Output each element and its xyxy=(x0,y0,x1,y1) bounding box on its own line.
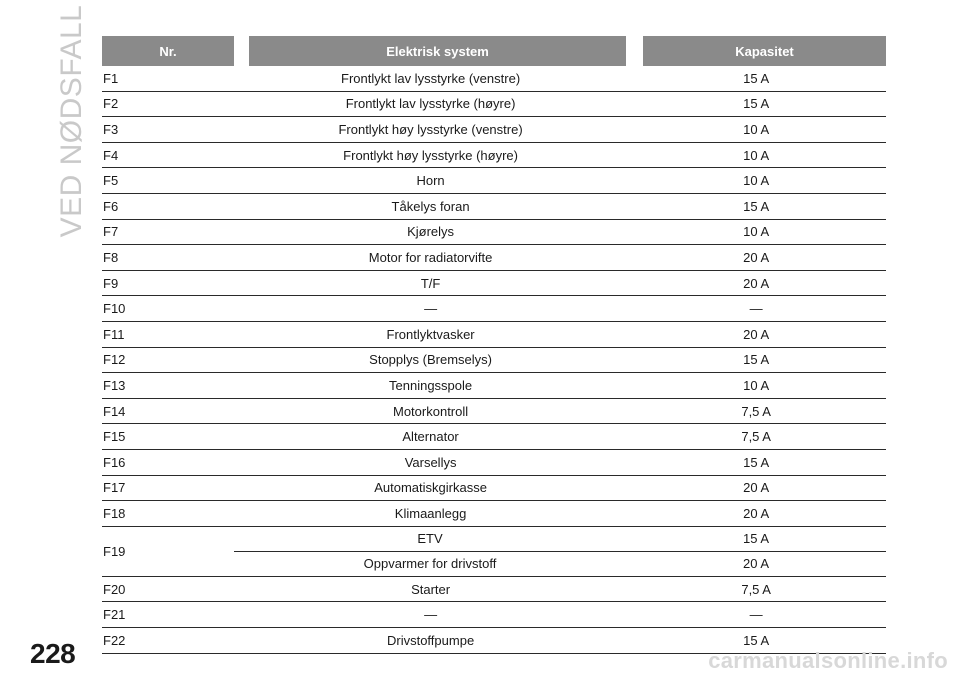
table-row xyxy=(102,92,886,118)
fuse-number: F16 xyxy=(103,454,126,470)
electrical-system: — xyxy=(424,607,438,623)
electrical-system: Frontlyktvasker xyxy=(386,326,475,342)
table-row xyxy=(102,220,886,246)
electrical-system: Horn xyxy=(416,173,445,189)
table-row xyxy=(102,143,886,169)
fuse-number: F11 xyxy=(103,326,125,342)
table-row xyxy=(102,577,886,603)
electrical-system: Tåkelys foran xyxy=(391,198,470,214)
fuse-number: F15 xyxy=(103,429,126,445)
fuse-number: F21 xyxy=(103,607,126,623)
section-title-text: VED NØDSFALL xyxy=(55,4,88,238)
header-nr: Nr. xyxy=(102,36,234,66)
fuse-number: F9 xyxy=(103,275,119,291)
capacity: 15 A xyxy=(743,632,770,648)
fuse-number: F17 xyxy=(103,480,126,496)
capacity: 10 A xyxy=(743,121,770,137)
table-row xyxy=(102,476,886,502)
fuse-number: F12 xyxy=(103,352,126,368)
electrical-system: — xyxy=(424,301,438,317)
electrical-system: Klimaanlegg xyxy=(394,505,467,521)
table-row xyxy=(102,168,886,194)
capacity: 15 A xyxy=(743,352,770,368)
header-capacity: Kapasitet xyxy=(643,36,886,66)
electrical-system: Motorkontroll xyxy=(393,403,469,419)
table-row xyxy=(102,322,886,348)
capacity: 15 A xyxy=(743,454,770,470)
electrical-system: Oppvarmer for drivstoff xyxy=(363,556,497,572)
fuse-number: F18 xyxy=(103,505,126,521)
capacity: 20 A xyxy=(743,326,770,342)
electrical-system: Varsellys xyxy=(404,454,457,470)
table-row xyxy=(102,296,886,322)
fuse-number: F5 xyxy=(103,173,119,189)
table-row xyxy=(102,348,886,374)
electrical-system: ETV xyxy=(417,531,443,547)
electrical-system: Kjørelys xyxy=(407,224,455,240)
fuse-number: F22 xyxy=(103,632,126,648)
fuse-number: F10 xyxy=(103,301,126,317)
fuse-sub-entries xyxy=(234,527,886,576)
fuse-number: F4 xyxy=(103,147,119,163)
fuse-number: F2 xyxy=(103,96,119,112)
table-row xyxy=(102,399,886,425)
electrical-system: Starter xyxy=(411,581,451,597)
capacity: 20 A xyxy=(743,505,770,521)
table-row xyxy=(102,501,886,527)
electrical-system: Automatiskgirkasse xyxy=(374,480,487,496)
fuse-number: F3 xyxy=(103,121,119,137)
capacity: — xyxy=(749,607,763,623)
sub-entry xyxy=(234,552,886,576)
fuse-number: F19 xyxy=(103,543,126,559)
fuse-table xyxy=(102,36,886,654)
table-row xyxy=(102,117,886,143)
capacity: 15 A xyxy=(743,198,770,214)
table-row xyxy=(102,373,886,399)
table-row xyxy=(102,245,886,271)
capacity: 10 A xyxy=(743,224,770,240)
capacity: 20 A xyxy=(743,480,770,496)
fuse-number: F8 xyxy=(103,249,119,265)
fuse-number: F1 xyxy=(103,70,119,86)
capacity: 15 A xyxy=(743,70,770,86)
electrical-system: Frontlykt lav lysstyrke (venstre) xyxy=(341,70,521,86)
table-row xyxy=(102,66,886,92)
fuse-number: F6 xyxy=(103,198,119,214)
header-electrical-system: Elektrisk system xyxy=(249,36,626,66)
table-body xyxy=(102,66,886,654)
electrical-system: Alternator xyxy=(402,429,459,445)
table-header xyxy=(102,36,886,66)
sub-entry xyxy=(234,527,886,552)
watermark: carmanualsonline.info xyxy=(708,648,948,673)
capacity: 10 A xyxy=(743,377,770,393)
fuse-number: F14 xyxy=(103,403,126,419)
fuse-number: F13 xyxy=(103,377,126,393)
page-number: 228 xyxy=(30,638,76,669)
table-row xyxy=(102,450,886,476)
electrical-system: Drivstoffpumpe xyxy=(386,632,475,648)
table-row xyxy=(102,424,886,450)
electrical-system: Frontlykt lav lysstyrke (høyre) xyxy=(345,96,516,112)
electrical-system: Stopplys (Bremselys) xyxy=(369,352,492,368)
table-row xyxy=(102,271,886,297)
section-title xyxy=(52,4,92,238)
capacity: 10 A xyxy=(743,173,770,189)
capacity: — xyxy=(749,301,763,317)
capacity: 20 A xyxy=(743,275,770,291)
table-row xyxy=(102,527,886,577)
capacity: 15 A xyxy=(742,531,770,547)
table-row xyxy=(102,602,886,628)
capacity: 7,5 A xyxy=(741,581,771,597)
fuse-number: F20 xyxy=(103,581,126,597)
capacity: 15 A xyxy=(743,96,770,112)
electrical-system: Tenningsspole xyxy=(389,377,473,393)
capacity: 10 A xyxy=(743,147,770,163)
capacity: 7,5 A xyxy=(741,429,771,445)
capacity: 20 A xyxy=(742,556,770,572)
capacity: 20 A xyxy=(743,249,770,265)
capacity: 7,5 A xyxy=(741,403,771,419)
electrical-system: Motor for radiatorvifte xyxy=(368,249,493,265)
electrical-system: Frontlykt høy lysstyrke (venstre) xyxy=(338,121,523,137)
fuse-number: F7 xyxy=(103,224,119,240)
electrical-system: T/F xyxy=(420,275,441,291)
table-row xyxy=(102,194,886,220)
electrical-system: Frontlykt høy lysstyrke (høyre) xyxy=(343,147,518,163)
